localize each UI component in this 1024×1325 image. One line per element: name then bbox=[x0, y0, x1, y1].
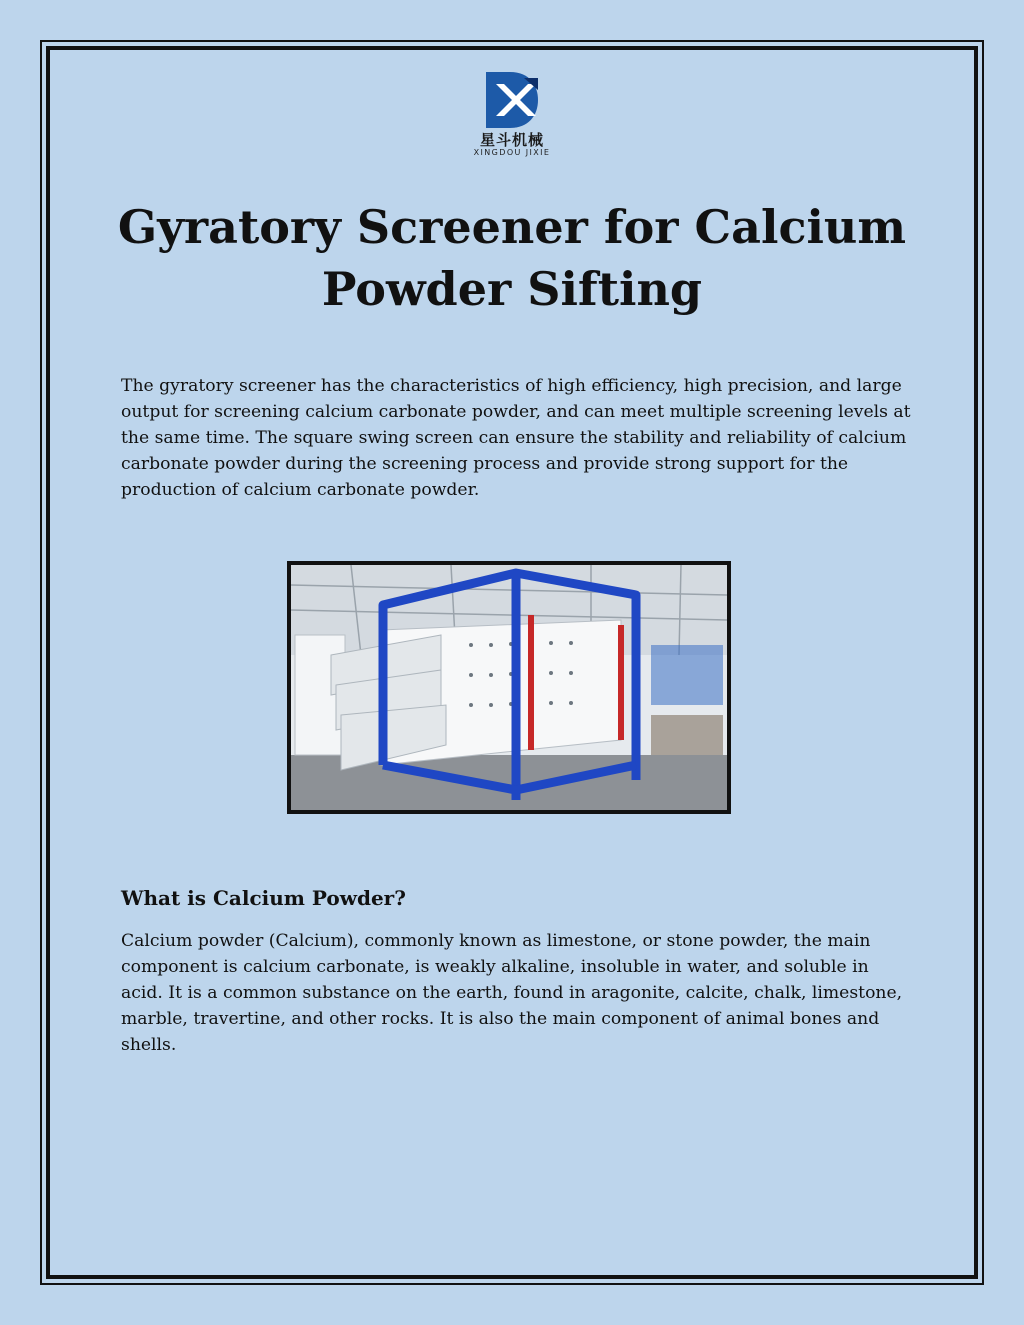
logo-brand-chinese: 星斗机械 bbox=[479, 131, 544, 149]
section-paragraph: Calcium powder (Calcium), commonly known as limestone, or stone powder, the main component is calcium carbonate, is weakly alkaline, insoluble in water, and soluble in acid. It is a common substance on the earth, found in aragonite, calcite, chalk, limestone, marble, travertine, and other rocks. It is also the main component of animal bones and shells. bbox=[121, 931, 903, 1055]
section-heading: What is Calcium Powder? bbox=[121, 886, 406, 910]
page-title: Gyratory Screener for Calcium Powder Sifting bbox=[117, 200, 907, 316]
xingdou-dx-logo-icon bbox=[484, 70, 540, 130]
intro-paragraph: The gyratory screener has the characteristics of high efficiency, high precision, and large output for screening calcium carbonate powder, and can meet multiple screening levels at the same time. The square swing screen can ensure the stability and reliability of calcium carbonate powder during the screening process and provide strong support for the production of calcium carbonate powder. bbox=[121, 376, 911, 500]
company-logo bbox=[462, 70, 562, 162]
gyratory-screener-machine-photo bbox=[287, 561, 731, 814]
logo-brand-english: XINGDOU JIXIE bbox=[473, 148, 551, 157]
